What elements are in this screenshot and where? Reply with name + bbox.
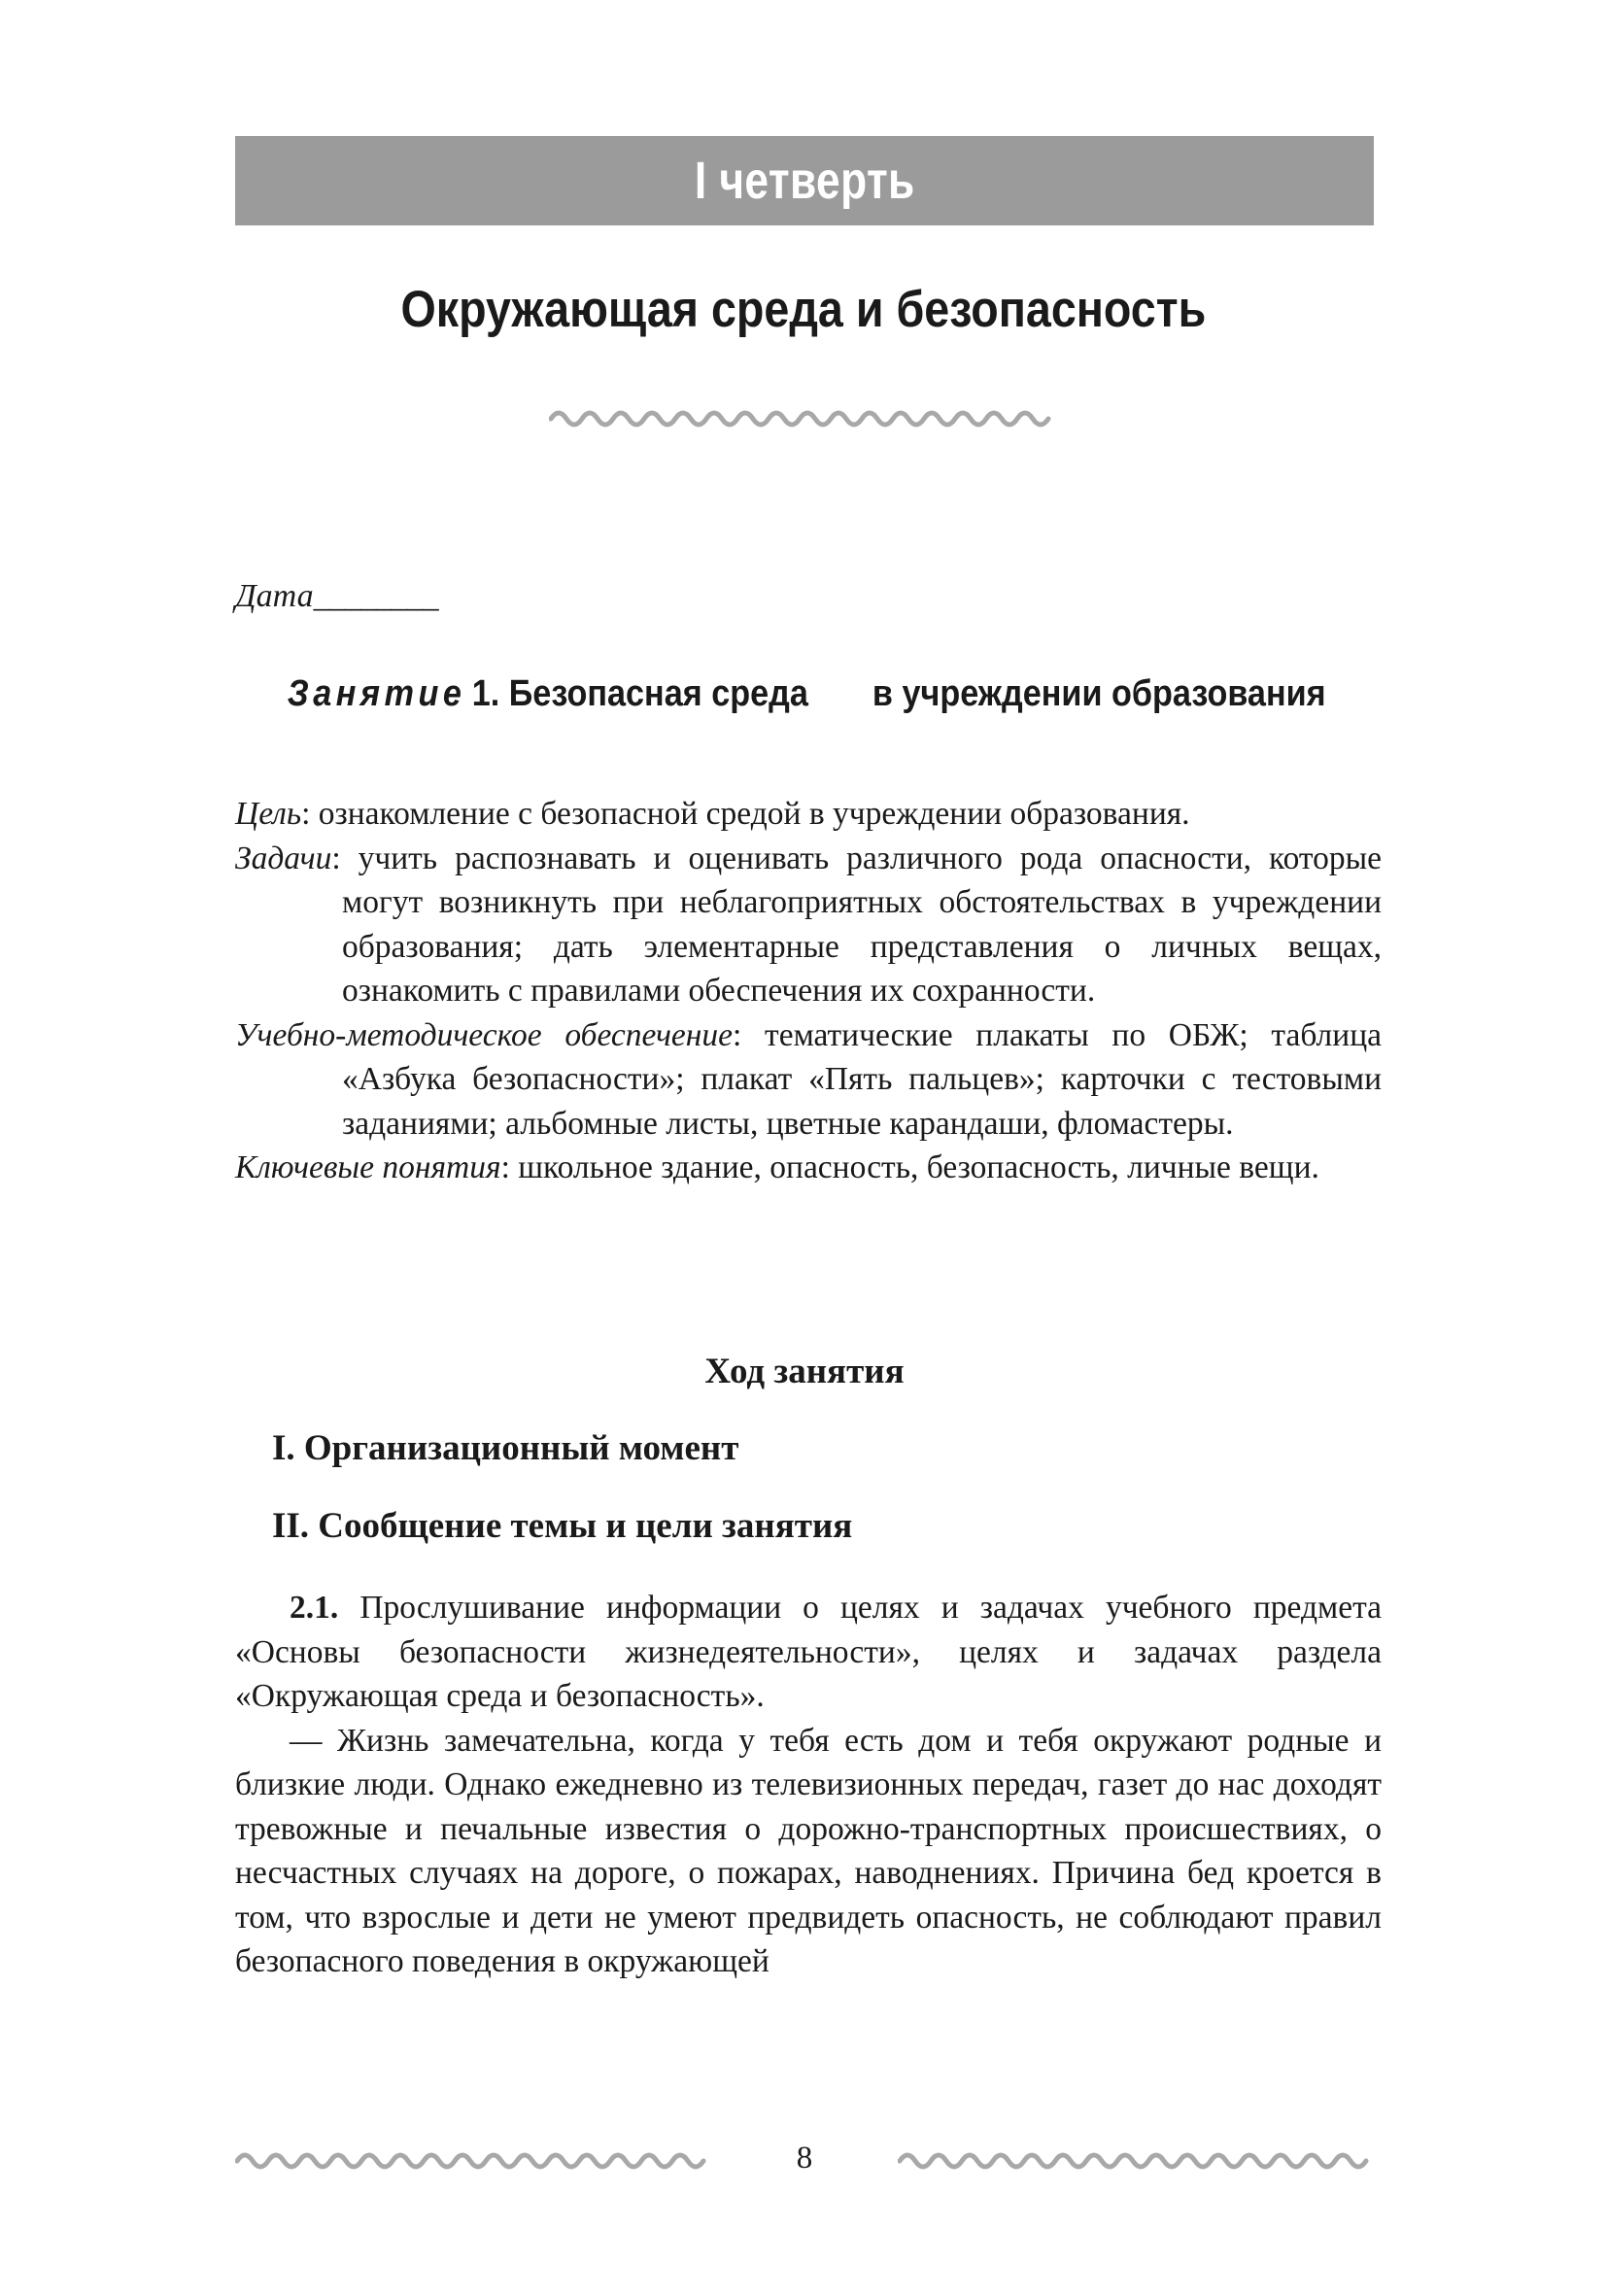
meta-item-goal bbox=[235, 792, 1382, 837]
body-paragraph-2-1 bbox=[235, 1586, 1382, 1719]
meta-item-tasks bbox=[235, 837, 1382, 1013]
meta-item-keyconcepts bbox=[235, 1146, 1382, 1190]
page-footer bbox=[235, 2134, 1374, 2182]
meta-text-resources: : тематические плакаты по ОБЖ; таблица «Азбука безопасности»; плакат «Пять пальцев»; карточки с тестовыми заданиями; альбомные листы, цветные карандаши, фломастеры. bbox=[342, 1016, 1382, 1142]
date-line bbox=[235, 580, 438, 613]
wave-divider-top bbox=[549, 403, 1054, 428]
course-heading: Ход занятия bbox=[704, 1352, 905, 1391]
date-blank: ________ bbox=[313, 578, 438, 614]
date-label: Дата bbox=[235, 578, 314, 614]
body-paragraph-speech bbox=[235, 1719, 1382, 1984]
paragraph-text: Прослушивание информации о целях и задачах учебного предмета «Основы безопасности жизнедеятельности», целях и задачах раздела «Окружающая среда и безопасность». bbox=[235, 1590, 1382, 1714]
page-title-text: Окружающая среда и безопасность bbox=[400, 281, 1207, 338]
lesson-number-title: 1. Безопасная среда bbox=[471, 673, 808, 714]
meta-label-resources: Учебно-методическое обеспечение bbox=[235, 1016, 734, 1053]
lesson-meta-block bbox=[235, 792, 1382, 1190]
quarter-banner-title: I четверть bbox=[694, 152, 915, 210]
meta-label-keyconcepts: Ключевые понятия bbox=[235, 1149, 501, 1185]
lesson-heading-line1 bbox=[287, 670, 807, 718]
paragraph-text: — Жизнь замечательна, когда у тебя есть дом и тебя окружают родные и близкие люди. Однако ежедневно из телевизионных передач, газет до нас доходят тревожные и печальные известия о дорожно-транспортных происшествиях, о несчастных случаях на дороге, о пожарах, наводнениях. Причина бед кроется в том, что взрослые и дети не умеют предвидеть опасность, не соблюдают правил безопасного поведения в окружающей bbox=[235, 1722, 1382, 1979]
meta-text-tasks: : учить распознавать и оценивать различного рода опасности, которые могут возникнуть при неблагоприятных обстоятельствах в учреждении образования; дать элементарные представления о личных вещах, ознакомить с правилами обеспечения их сохранности. bbox=[331, 840, 1382, 1009]
page-number: 8 bbox=[796, 2140, 813, 2176]
wave-divider-footer-left bbox=[235, 2145, 711, 2171]
lesson-word: Занятие bbox=[287, 673, 466, 714]
paragraph-number: 2.1. bbox=[290, 1590, 339, 1626]
lesson-heading bbox=[235, 670, 1374, 718]
meta-item-resources bbox=[235, 1013, 1382, 1147]
course-section-2: II. Сообщение темы и цели занятия bbox=[272, 1506, 853, 1546]
quarter-banner bbox=[235, 136, 1374, 225]
page-title bbox=[0, 280, 1607, 339]
lesson-heading-line2: в учреждении образования bbox=[872, 673, 1326, 714]
meta-label-goal: Цель bbox=[235, 796, 302, 832]
course-section-1: I. Организационный момент bbox=[272, 1428, 739, 1468]
meta-text-goal: : ознакомление с безопасной средой в учреждении образования. bbox=[301, 796, 1190, 832]
meta-label-tasks: Задачи bbox=[235, 840, 332, 876]
body-block bbox=[235, 1586, 1382, 1984]
wave-divider-footer-right bbox=[898, 2145, 1374, 2171]
meta-text-keyconcepts: : школьное здание, опасность, безопасность, личные вещи. bbox=[500, 1149, 1319, 1185]
